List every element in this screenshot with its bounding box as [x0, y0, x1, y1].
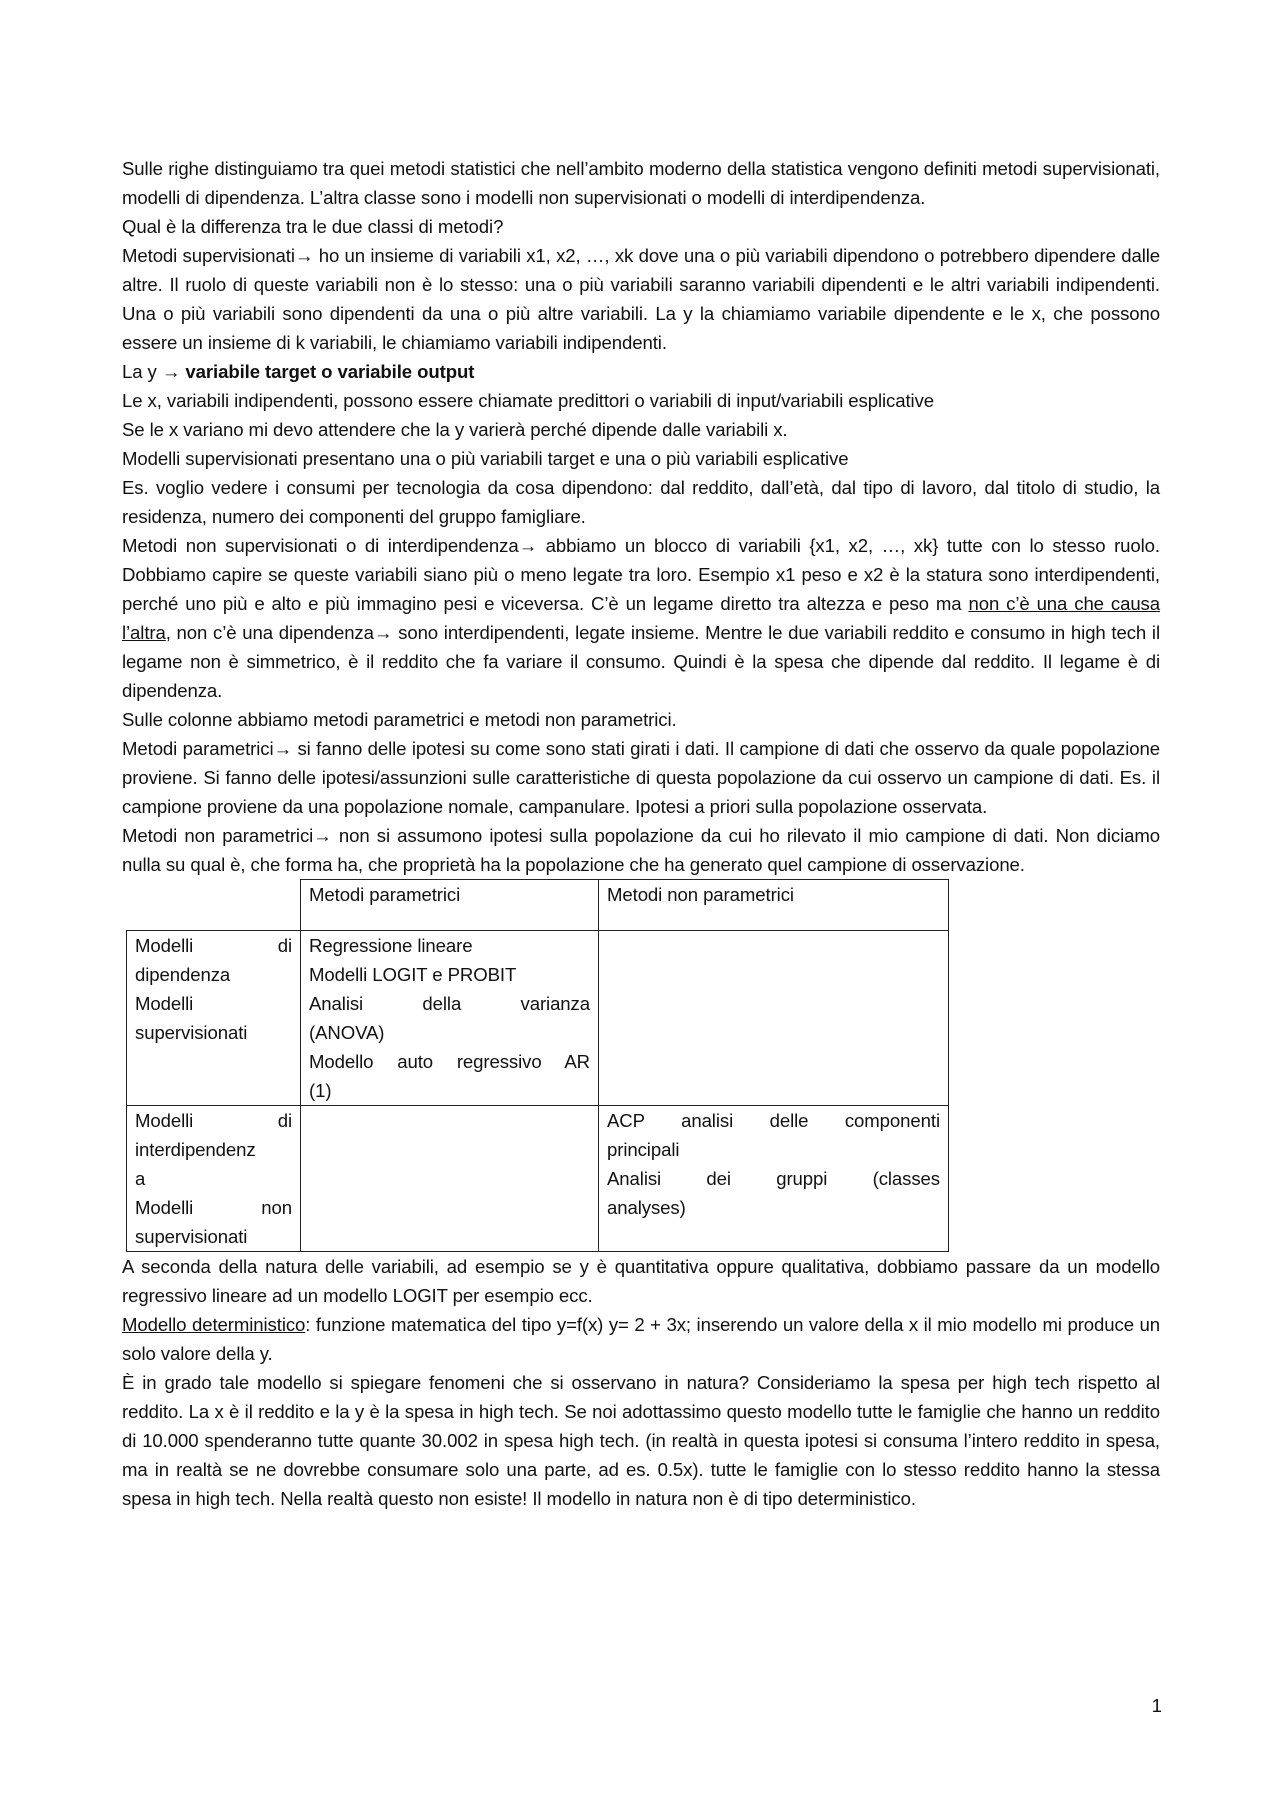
row-label-interdipendenza — [127, 1106, 301, 1252]
row-label-dipendenza — [127, 931, 301, 1106]
paragraph: Le x, variabili indipendenti, possono essere chiamate predittori o variabili di input/variabili esplicative — [122, 390, 935, 411]
text-run: Metodi parametrici — [122, 738, 274, 759]
arrow-icon: → — [373, 622, 393, 643]
text-run: ho un insieme di variabili x1, x2, …, xk dove una o più variabili dipendono o potrebbero dipendere dalle altre. Il ruolo di queste variabili non è lo stesso: una o più variabili saranno variabili dipendenti e le altri variabili indipendenti. Una o più variabili sono dipendenti da una o più altre variabili. La y la chiamiamo variabile dipendente e le x, che possono essere un insieme di k variabili, le chiamiamo variabili indipendenti. — [122, 245, 1161, 353]
cell-line: analyses) — [607, 1197, 686, 1218]
paragraph: Modelli supervisionati presentano una o più variabili target e una o più variabili esplicative — [122, 448, 849, 469]
underlined-text: Modello deterministico — [122, 1314, 306, 1335]
cell-line: Regressione lineare — [309, 935, 473, 956]
text-run: : funzione matematica del tipo y=f(x) y= 2 + 3x; inserendo un valore della x il mio modello mi produce un solo valore della y. — [122, 1314, 1160, 1364]
text-run: Metodi non parametrici — [122, 825, 314, 846]
text-run: Metodi supervisionati — [122, 245, 295, 266]
document-body — [122, 154, 1160, 1513]
paragraph — [122, 531, 1160, 705]
text-run: Metodi non supervisionati o di interdipendenza — [122, 535, 519, 556]
arrow-icon: → — [273, 738, 293, 759]
table-corner-cell — [127, 880, 301, 931]
cell-line: (ANOVA) — [309, 1022, 385, 1043]
arrow-icon: → — [161, 361, 181, 382]
paragraph: Es. voglio vedere i consumi per tecnologia da cosa dipendono: dal reddito, dall’età, dal tipo di lavoro, dal titolo di studio, la residenza, numero dei componenti del gruppo famigliare. — [122, 477, 1160, 527]
text-run: , non c’è una dipendenza — [165, 622, 374, 643]
paragraph — [122, 1310, 1160, 1368]
cell-line: supervisionati — [135, 1022, 248, 1043]
cell-line: ACP analisi delle componenti — [607, 1110, 940, 1131]
paragraph: Qual è la differenza tra le due classi di metodi? — [122, 216, 504, 237]
cell-line: dipendenza — [135, 964, 231, 985]
cell-param-dipendenza — [301, 931, 599, 1106]
cell-param-interdipendenza — [301, 1106, 599, 1252]
cell-line: Modello auto regressivo AR — [309, 1051, 590, 1072]
page-number: 1 — [1151, 1695, 1162, 1716]
cell-line: supervisionati — [135, 1226, 248, 1247]
paragraph: Sulle colonne abbiamo metodi parametrici e metodi non parametrici. — [122, 709, 677, 730]
cell-line: a — [135, 1168, 146, 1189]
arrow-icon: → — [313, 825, 332, 846]
paragraph: A seconda della natura delle variabili, ad esempio se y è quantitativa oppure qualitativa, dobbiamo passare da un modello regressivo lineare ad un modello LOGIT per esempio ecc. — [122, 1256, 1160, 1306]
text-run: La y — [122, 361, 162, 382]
methods-table — [126, 879, 949, 1252]
text-run: si fanno delle ipotesi su come sono stati girati i dati. Il campione di dati che osservo da quale popolazione proviene. Si fanno delle ipotesi/assunzioni sulle caratteristiche di questa popolazione da cui osservo un campione di dati. Es. il campione proviene da una popolazione nomale, campanulare. Ipotesi a priori sulla popolazione osservata. — [122, 738, 1160, 817]
cell-line: Modelli di — [135, 1110, 292, 1131]
paragraph: Se le x variano mi devo attendere che la y varierà perché dipende dalle variabili x. — [122, 419, 788, 440]
cell-line: interdipendenz — [135, 1139, 256, 1160]
cell-line: Modelli non — [135, 1197, 292, 1218]
header-param: Metodi parametrici — [301, 880, 599, 931]
cell-line: Modelli LOGIT e PROBIT — [309, 964, 517, 985]
paragraph: È in grado tale modello si spiegare fenomeni che si osservano in natura? Consideriamo la spesa per high tech rispetto al reddito. La x è il reddito e la y è la spesa in high tech. Se noi adottassimo questo modello tutte le famiglie che hanno un reddito di 10.000 spenderanno tutte quante 30.002 in spesa high tech. (in realtà in questa ipotesi si consuma l’intero reddito in spesa, ma in realtà se ne dovrebbe consumare solo una parte, ad es. 0.5x). tutte le famiglie con lo stesso reddito hanno la stessa spesa in high tech. Nella realtà questo non esiste! Il modello in natura non è di tipo deterministico. — [122, 1372, 1160, 1509]
paragraph — [122, 241, 1160, 357]
cell-line: Analisi della varianza — [309, 993, 590, 1014]
table-header-row — [127, 880, 949, 931]
underlined-text: non c’è una che causa l’altra — [122, 593, 1160, 643]
paragraph: Sulle righe distinguiamo tra quei metodi statistici che nell’ambito moderno della statistica vengono definiti metodi supervisionati, modelli di dipendenza. L’altra classe sono i modelli non supervisionati o modelli di interdipendenza. — [122, 158, 1160, 208]
bold-term: variabile target o variabile output — [185, 361, 475, 382]
paragraph — [122, 357, 1160, 386]
cell-nonparam-dipendenza — [599, 931, 949, 1106]
cell-line: Modelli — [135, 993, 194, 1014]
paragraph — [122, 821, 1160, 879]
text-run: sono interdipendenti, legate insieme. Mentre le due variabili reddito e consumo in high tech il legame non è simmetrico, è il reddito che fa variare il consumo. Quindi è la spesa che dipende dal reddito. Il legame è di dipendenza. — [122, 622, 1160, 701]
cell-nonparam-interdipendenza — [599, 1106, 949, 1252]
arrow-icon: → — [518, 535, 538, 556]
header-nonparam: Metodi non parametrici — [599, 880, 949, 931]
cell-line: (1) — [309, 1080, 332, 1101]
cell-line: principali — [607, 1139, 680, 1160]
paragraph — [122, 734, 1160, 821]
cell-line: Analisi dei gruppi (classes — [607, 1168, 940, 1189]
table-row — [127, 931, 949, 1106]
cell-line: Modelli di — [135, 935, 292, 956]
text-run: non si assumono ipotesi sulla popolazione da cui ho rilevato il mio campione di dati. Non diciamo nulla su qual è, che forma ha, che proprietà ha la popolazione che ha generato quel campione di osservazione. — [122, 825, 1160, 875]
text-run: abbiamo un blocco di variabili {x1, x2, …, xk} tutte con lo stesso ruolo. Dobbiamo capire se queste variabili siano più o meno legate tra loro. Esempio x1 peso e x2 è la statura sono interdipendenti, perché uno più e alto e più immagino pesi e viceversa. C’è un legame diretto tra altezza e peso ma — [122, 535, 1160, 614]
table-row — [127, 1106, 949, 1252]
arrow-icon: → — [294, 245, 314, 266]
